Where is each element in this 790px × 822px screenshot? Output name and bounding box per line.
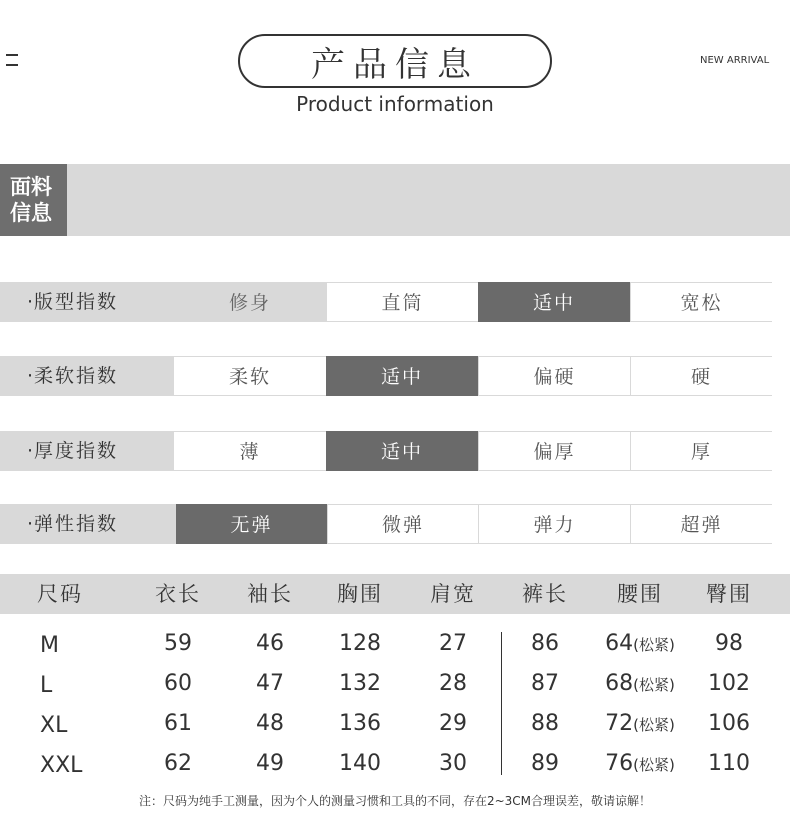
size-value-number: 102 [708,671,750,696]
measurement-note: 注：尺码为纯手工测量，因为个人的测量习惯和工具的不同，存在2~3CM合理误差，敬请谅解！ [138,794,652,808]
index-option: 宽松 [630,282,772,322]
page-subtitle: Product information [296,92,494,116]
size-value [590,664,690,704]
size-table-heading: 臀围 [706,582,752,606]
table-divider [501,632,502,775]
size-value [220,744,320,784]
size-value [495,704,595,744]
size-value-number: 140 [339,751,381,776]
size-value-number: 87 [531,671,559,696]
size-value [679,664,779,704]
index-row [0,504,772,544]
waist-suffix: (松紧) [633,636,675,654]
index-option: 无弹 [176,504,327,544]
index-option: 修身 [174,282,326,322]
waist-suffix: (松紧) [633,756,675,774]
size-value-number: 68 [605,671,634,696]
size-value-number: 27 [439,631,467,656]
size-value-number: 76 [605,751,634,776]
size-value [220,704,320,744]
size-table-heading: 衣长 [155,582,201,606]
size-value [128,624,228,664]
index-option: 硬 [630,356,772,396]
size-value [403,744,503,784]
index-option: 厚 [630,431,772,471]
waist-suffix: (松紧) [633,716,675,734]
size-value-number: 98 [715,631,743,656]
fabric-label-line2: 信息 [10,201,52,225]
index-option: 偏厚 [478,431,630,471]
index-row [0,431,772,471]
size-table-heading: 腰围 [617,582,663,606]
size-value [128,664,228,704]
index-row [0,356,772,396]
size-table-heading: 尺码 [37,582,83,606]
size-value-number: 86 [531,631,559,656]
size-value-number: 59 [164,631,192,656]
size-value [679,704,779,744]
page-title: 产品信息 [238,34,552,88]
size-value-number: 30 [439,751,467,776]
index-option: 直筒 [326,282,478,322]
size-value [590,744,690,784]
size-table-heading: 胸围 [337,582,383,606]
size-value [220,664,320,704]
size-value [495,624,595,664]
size-value-number: 88 [531,711,559,736]
fabric-label-line1: 面料 [10,175,52,199]
size-value-number: 72 [605,711,634,736]
size-label: M [40,633,59,658]
size-value-number: 136 [339,711,381,736]
waist-suffix: (松紧) [633,676,675,694]
size-value-number: 132 [339,671,381,696]
size-table-heading: 袖长 [247,582,293,606]
size-label: L [40,673,53,698]
size-value-number: 128 [339,631,381,656]
size-value [679,744,779,784]
size-value-number: 64 [605,631,634,656]
size-value [403,704,503,744]
size-value-number: 61 [164,711,192,736]
menu-icon [6,54,18,66]
size-value-number: 46 [256,631,284,656]
size-value [310,704,410,744]
index-row [0,282,772,322]
size-table-heading: 肩宽 [430,582,476,606]
index-label: · 厚度指数 [0,431,174,471]
fabric-info-band [0,164,790,236]
size-value [310,664,410,704]
size-value [590,624,690,664]
size-value [590,704,690,744]
size-value-number: 49 [256,751,284,776]
size-value [310,624,410,664]
size-value [495,744,595,784]
size-value-number: 60 [164,671,192,696]
index-option: 偏硬 [478,356,630,396]
fabric-info-label [0,164,67,236]
index-label: · 弹性指数 [0,504,176,544]
size-value [220,624,320,664]
index-option: 适中 [326,431,478,471]
size-value-number: 62 [164,751,192,776]
size-value [403,624,503,664]
size-value [495,664,595,704]
size-value [128,704,228,744]
index-label: · 柔软指数 [0,356,174,396]
size-value-number: 106 [708,711,750,736]
index-option: 微弹 [327,504,478,544]
index-option: 超弹 [630,504,772,544]
index-option: 弹力 [478,504,630,544]
size-value-number: 47 [256,671,284,696]
size-label: XXL [40,753,83,778]
size-value-number: 29 [439,711,467,736]
size-value [679,624,779,664]
new-arrival-tag: NEW ARRIVAL [700,55,770,66]
index-label: · 版型指数 [0,282,174,322]
index-option: 适中 [478,282,630,322]
index-option: 柔软 [174,356,326,396]
index-option: 薄 [174,431,326,471]
size-value-number: 110 [708,751,750,776]
index-option: 适中 [326,356,478,396]
size-value [403,664,503,704]
size-value-number: 89 [531,751,559,776]
size-value-number: 28 [439,671,467,696]
size-label: XL [40,713,68,738]
size-table-heading: 裤长 [522,582,568,606]
size-value [128,744,228,784]
size-value-number: 48 [256,711,284,736]
size-value [310,744,410,784]
